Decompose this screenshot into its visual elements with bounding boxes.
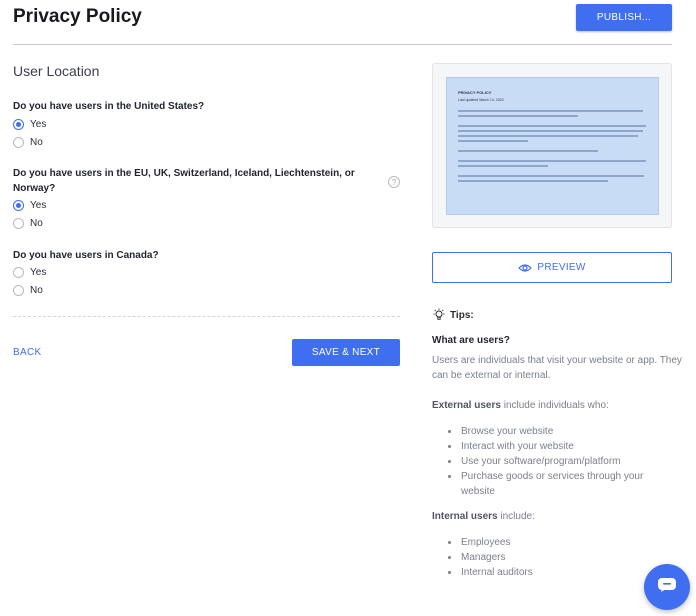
page-title: Privacy Policy xyxy=(13,6,142,27)
list-item: Purchase goods or services through your website xyxy=(448,469,678,499)
question-canada: Do you have users in Canada? xyxy=(13,250,159,261)
preview-button-label: PREVIEW xyxy=(537,262,586,273)
radio-label: Yes xyxy=(30,200,47,211)
radio-label: No xyxy=(30,285,43,296)
header-divider xyxy=(13,44,672,45)
help-circle-icon[interactable]: ? xyxy=(388,176,400,188)
doc-text-lines xyxy=(458,110,648,210)
tips-question: What are users? xyxy=(432,335,510,346)
radio-indicator[interactable] xyxy=(13,267,24,278)
section-title: User Location xyxy=(13,63,100,79)
radio-label: No xyxy=(30,137,43,148)
radio-indicator[interactable] xyxy=(13,218,24,229)
list-item: Employees xyxy=(448,535,678,550)
internal-users-label xyxy=(432,511,535,522)
list-item: Interact with your website xyxy=(448,439,678,454)
radio-us-no[interactable] xyxy=(13,137,43,148)
external-users-rest: include individuals who: xyxy=(500,400,609,411)
radio-indicator[interactable] xyxy=(13,200,24,211)
external-users-strong: External users xyxy=(432,400,501,411)
radio-indicator[interactable] xyxy=(13,137,24,148)
list-item: Internal auditors xyxy=(448,565,678,580)
radio-label: No xyxy=(30,218,43,229)
list-item: Browse your website xyxy=(448,424,678,439)
question-eu: Do you have users in the EU, UK, Switzerland, Iceland, Liechtenstein, or Norway? xyxy=(13,168,355,194)
save-next-button[interactable]: SAVE & NEXT xyxy=(292,339,400,366)
radio-label: Yes xyxy=(30,267,47,278)
form-divider xyxy=(13,316,400,317)
back-link[interactable]: BACK xyxy=(13,347,42,358)
radio-canada-yes[interactable] xyxy=(13,267,46,278)
preview-button[interactable] xyxy=(432,252,672,283)
chat-button[interactable] xyxy=(644,564,690,610)
question-us: Do you have users in the United States? xyxy=(13,101,205,112)
internal-users-list xyxy=(448,535,678,580)
radio-us-yes[interactable] xyxy=(13,119,46,130)
doc-updated: Last updated March 14, 2023 xyxy=(458,98,504,102)
lightbulb-icon xyxy=(432,308,446,322)
internal-users-rest: include: xyxy=(497,511,535,522)
external-users-label xyxy=(432,400,609,411)
publish-button[interactable]: PUBLISH... xyxy=(576,4,672,31)
radio-eu-yes[interactable] xyxy=(13,200,46,211)
internal-users-strong: Internal users xyxy=(432,511,498,522)
list-item: Use your software/program/platform xyxy=(448,454,678,469)
tips-heading xyxy=(432,308,474,322)
radio-indicator[interactable] xyxy=(13,285,24,296)
tips-body: Users are individuals that visit your website or app. They can be external or internal. xyxy=(432,355,682,381)
preview-card xyxy=(432,63,672,228)
tips-heading-label: Tips: xyxy=(450,309,474,321)
eye-icon xyxy=(518,263,532,273)
list-item: Managers xyxy=(448,550,678,565)
radio-canada-no[interactable] xyxy=(13,285,43,296)
external-users-list xyxy=(448,424,678,499)
radio-indicator[interactable] xyxy=(13,119,24,130)
radio-eu-no[interactable] xyxy=(13,218,43,229)
chat-icon xyxy=(657,577,677,598)
radio-label: Yes xyxy=(30,119,47,130)
preview-document-thumbnail xyxy=(446,77,659,215)
doc-title: PRIVACY POLICY xyxy=(458,90,492,95)
